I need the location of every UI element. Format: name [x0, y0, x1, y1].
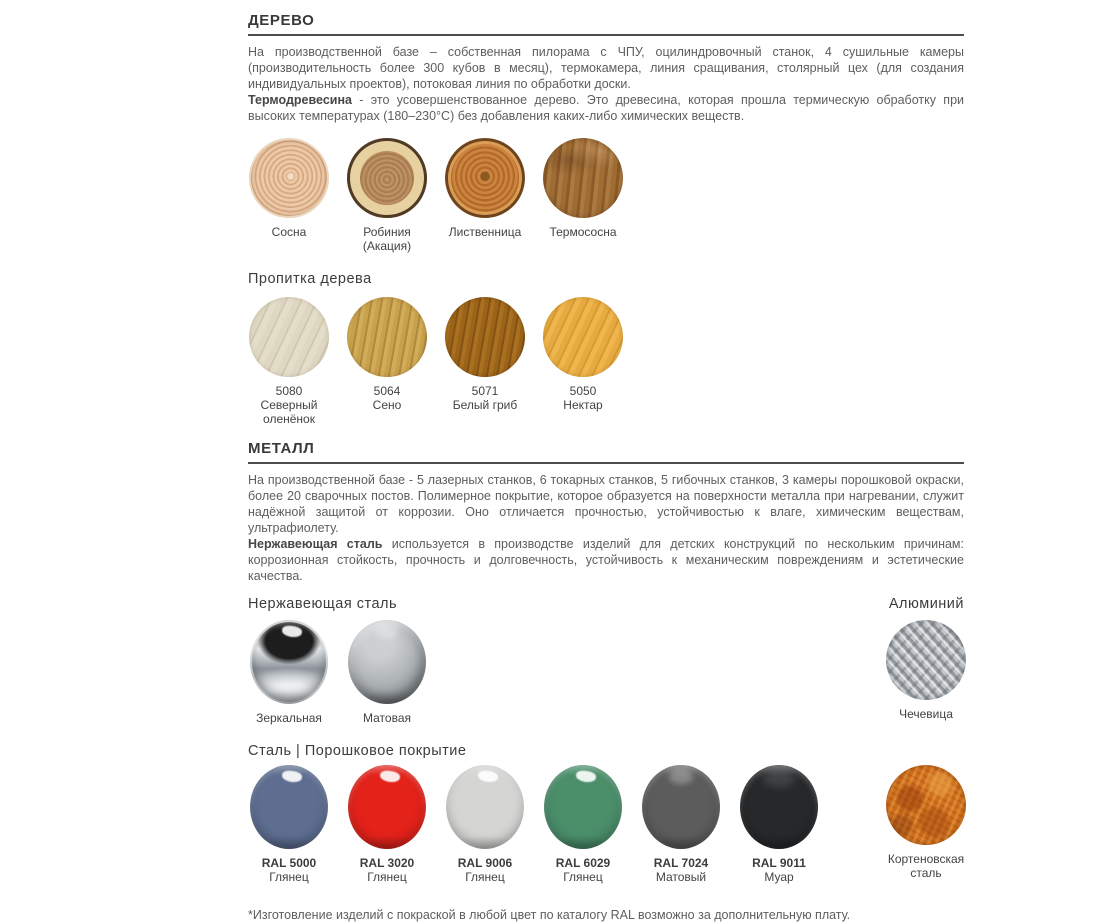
ral-6029-swatch-image [544, 765, 622, 849]
aluminum-title: Алюминий [888, 596, 964, 612]
impregnation-title: Пропитка дерева [248, 271, 372, 287]
stainless-row [240, 620, 964, 725]
swatch-ral-9006 [436, 765, 534, 884]
stainless-title: Нержавеющая сталь [248, 596, 398, 612]
swatch-label: Чечевица [899, 707, 953, 721]
metal-paragraph-1: На производственной базе - 5 лазерных станков, 6 токарных станков, 5 гибочных станков, 3 камеры порошковой окраски, более 20 сварочных постов. Полимерное покрытие, которое образуется на поверхности металла при нагревании, служит надёжной защитой от коррозии. Оно отличается прочностью, устойчивостью к влаге, химическим веществам, ультрафиолету. [248, 473, 964, 535]
matte-steel-swatch-image [348, 620, 426, 704]
impregnation-5071-swatch-image [445, 297, 525, 377]
ral-7024-swatch-image [642, 765, 720, 849]
impregnation-5064-swatch-image [347, 297, 427, 377]
swatch-5080 [240, 297, 338, 426]
powder-title: Сталь | Порошковое покрытие [248, 743, 467, 759]
swatch-5064 [338, 297, 436, 412]
swatch-label: RAL 9011 Муар [752, 856, 806, 884]
swatch-label: Робиния (Акация) [362, 225, 412, 253]
ral-9011-swatch-image [740, 765, 818, 849]
swatch-label: Термососна [549, 225, 617, 239]
metal-description [248, 472, 964, 584]
swatch-label: 5050 Нектар [563, 384, 603, 412]
corten-steel-swatch-image [886, 765, 966, 845]
swatch-label: RAL 5000 Глянец [261, 856, 317, 884]
wood-species-row [240, 138, 964, 253]
swatch-5071 [436, 297, 534, 412]
ral-footnote: *Изготовление изделий с покраской в любой цвет по каталогу RAL возможно за дополнительную плату. [248, 908, 851, 922]
impregnation-5050-swatch-image [543, 297, 623, 377]
swatch-mirror-steel [240, 620, 338, 725]
robinia-swatch-image [347, 138, 427, 218]
lentil-aluminum-swatch-image [886, 620, 966, 700]
stainless-term: Нержавеющая сталь [248, 537, 383, 551]
pine-swatch-image [249, 138, 329, 218]
swatch-ral-3020 [338, 765, 436, 884]
wood-paragraph-2 [248, 92, 964, 124]
catalog-page [248, 12, 964, 922]
stainless-definition: используется в производстве изделий для детских конструкций по нескольким причинам: коррозионная стойкость, прочность и долговечность, устойчивость к механическим повреждениям и эстетические качества. [248, 537, 964, 583]
metal-paragraph-2 [248, 536, 964, 584]
swatch-pine [240, 138, 338, 239]
swatch-thermopine [534, 138, 632, 239]
powder-row [240, 765, 964, 884]
impregnation-5080-swatch-image [249, 297, 329, 377]
wood-description [248, 44, 964, 124]
swatch-label: RAL 9006 Глянец [457, 856, 513, 884]
impregnation-row [240, 297, 964, 426]
thermowood-definition: - это усовершенствованное дерево. Это древесина, которая прошла термическую обработку при высоких температурах (180–230°C) без добавления каких-либо химических веществ. [248, 93, 964, 123]
swatch-ral-7024 [632, 765, 730, 884]
swatch-label: RAL 7024 Матовый [653, 856, 709, 884]
swatch-robinia [338, 138, 436, 253]
swatch-larch [436, 138, 534, 239]
swatch-corten [884, 765, 968, 880]
swatch-ral-6029 [534, 765, 632, 884]
swatch-label: 5080 Северный оленёнок [260, 384, 318, 426]
swatch-5050 [534, 297, 632, 412]
wood-section-title: ДЕРЕВО [248, 12, 964, 36]
larch-swatch-image [445, 138, 525, 218]
mirror-steel-swatch-image [250, 620, 328, 704]
swatch-label: 5064 Сено [372, 384, 402, 412]
thermowood-term: Термодревесина [248, 93, 352, 107]
swatch-lentil-aluminum [884, 620, 968, 721]
ral-5000-swatch-image [250, 765, 328, 849]
swatch-ral-5000 [240, 765, 338, 884]
swatch-label: Лиственница [448, 225, 522, 239]
metal-subheads [248, 596, 964, 612]
swatch-label: 5071 Белый гриб [452, 384, 518, 412]
swatch-label: Зеркальная [256, 711, 322, 725]
swatch-label: RAL 6029 Глянец [555, 856, 611, 884]
swatch-ral-9011 [730, 765, 828, 884]
ral-9006-swatch-image [446, 765, 524, 849]
thermopine-swatch-image [543, 138, 623, 218]
wood-paragraph-1: На производственной базе – собственная пилорама с ЧПУ, оцилиндровочный станок, 4 сушильные камеры (производительность более 300 кубов в месяц), термокамера, линия сращивания, столярный цех (для создания индивидуальных проектов), потоковая линия по обработки доски. [248, 45, 964, 91]
swatch-label: RAL 3020 Глянец [359, 856, 415, 884]
metal-section-title: МЕТАЛЛ [248, 440, 964, 464]
swatch-matte-steel [338, 620, 436, 725]
swatch-label: Сосна [271, 225, 307, 239]
ral-3020-swatch-image [348, 765, 426, 849]
swatch-label: Матовая [363, 711, 411, 725]
swatch-label: Кортеновская сталь [887, 852, 965, 880]
